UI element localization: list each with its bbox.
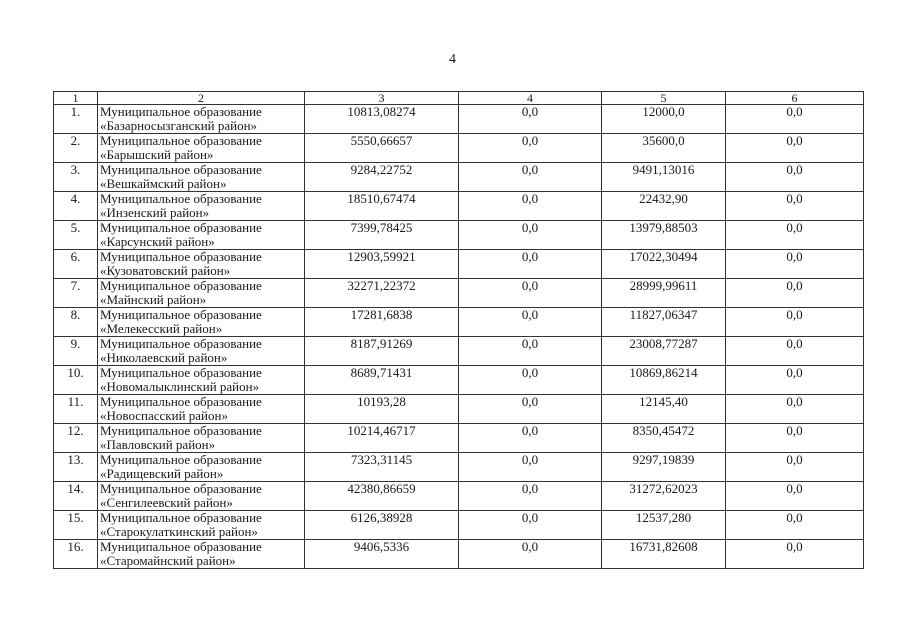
column-4-value: 0,0	[459, 366, 602, 395]
column-4-value: 0,0	[459, 337, 602, 366]
column-3-value: 7323,31145	[305, 453, 459, 482]
column-5-value: 8350,45472	[602, 424, 726, 453]
column-5-value: 16731,82608	[602, 540, 726, 569]
column-5-value: 9491,13016	[602, 163, 726, 192]
municipality-name	[98, 163, 305, 192]
municipality-type: Муниципальное образование	[100, 394, 262, 409]
municipality-type: Муниципальное образование	[100, 336, 262, 351]
row-number: 9.	[54, 337, 98, 366]
column-5-value: 23008,77287	[602, 337, 726, 366]
column-5-value: 9297,19839	[602, 453, 726, 482]
municipality-title: «Барышский район»	[100, 147, 214, 162]
municipality-title: «Базарносызганский район»	[100, 118, 258, 133]
table-row	[54, 482, 864, 511]
row-number: 13.	[54, 453, 98, 482]
column-4-value: 0,0	[459, 134, 602, 163]
table-row	[54, 134, 864, 163]
column-6-value: 0,0	[726, 105, 864, 134]
table-row	[54, 192, 864, 221]
municipality-type: Муниципальное образование	[100, 307, 262, 322]
column-5-value: 31272,62023	[602, 482, 726, 511]
column-4-value: 0,0	[459, 453, 602, 482]
column-6-value: 0,0	[726, 308, 864, 337]
municipality-type: Муниципальное образование	[100, 162, 262, 177]
column-6-value: 0,0	[726, 163, 864, 192]
column-5-value: 12537,280	[602, 511, 726, 540]
column-3-value: 10214,46717	[305, 424, 459, 453]
column-5-value: 13979,88503	[602, 221, 726, 250]
municipality-title: «Карсунский район»	[100, 234, 215, 249]
municipality-name	[98, 308, 305, 337]
column-header: 6	[726, 92, 864, 105]
page-number: 4	[449, 52, 456, 67]
municipality-type: Муниципальное образование	[100, 278, 262, 293]
municipality-title: «Старомайнский район»	[100, 553, 236, 568]
municipality-name	[98, 337, 305, 366]
row-number: 10.	[54, 366, 98, 395]
column-5-value: 28999,99611	[602, 279, 726, 308]
column-4-value: 0,0	[459, 395, 602, 424]
municipality-type: Муниципальное образование	[100, 220, 262, 235]
municipality-title: «Кузоватовский район»	[100, 263, 231, 278]
table-row	[54, 453, 864, 482]
row-number: 11.	[54, 395, 98, 424]
column-5-value: 10869,86214	[602, 366, 726, 395]
municipality-title: «Старокулаткинский район»	[100, 524, 258, 539]
row-number: 6.	[54, 250, 98, 279]
municipality-name	[98, 250, 305, 279]
municipality-name	[98, 395, 305, 424]
municipality-name	[98, 424, 305, 453]
table-row	[54, 366, 864, 395]
table-row	[54, 221, 864, 250]
column-5-value: 11827,06347	[602, 308, 726, 337]
municipality-type: Муниципальное образование	[100, 191, 262, 206]
municipality-title: «Мелекесский район»	[100, 321, 223, 336]
row-number: 7.	[54, 279, 98, 308]
column-6-value: 0,0	[726, 279, 864, 308]
row-number: 3.	[54, 163, 98, 192]
column-4-value: 0,0	[459, 540, 602, 569]
column-5-value: 12000,0	[602, 105, 726, 134]
row-number: 5.	[54, 221, 98, 250]
municipality-title: «Новомалыклинский район»	[100, 379, 260, 394]
municipality-title: «Майнский район»	[100, 292, 207, 307]
column-4-value: 0,0	[459, 308, 602, 337]
municipality-type: Муниципальное образование	[100, 452, 262, 467]
municipality-type: Муниципальное образование	[100, 249, 262, 264]
column-4-value: 0,0	[459, 250, 602, 279]
municipality-type: Муниципальное образование	[100, 365, 262, 380]
table-row	[54, 250, 864, 279]
municipality-type: Муниципальное образование	[100, 133, 262, 148]
column-6-value: 0,0	[726, 540, 864, 569]
column-header: 4	[459, 92, 602, 105]
table-row	[54, 511, 864, 540]
column-6-value: 0,0	[726, 221, 864, 250]
municipality-title: «Николаевский район»	[100, 350, 228, 365]
column-3-value: 5550,66657	[305, 134, 459, 163]
column-3-value: 17281,6838	[305, 308, 459, 337]
municipality-type: Муниципальное образование	[100, 423, 262, 438]
municipality-name	[98, 105, 305, 134]
row-number: 16.	[54, 540, 98, 569]
column-6-value: 0,0	[726, 424, 864, 453]
column-3-value: 32271,22372	[305, 279, 459, 308]
column-4-value: 0,0	[459, 105, 602, 134]
column-4-value: 0,0	[459, 221, 602, 250]
column-3-value: 7399,78425	[305, 221, 459, 250]
column-3-value: 8187,91269	[305, 337, 459, 366]
table-row	[54, 424, 864, 453]
row-number: 4.	[54, 192, 98, 221]
municipality-title: «Радищевский район»	[100, 466, 224, 481]
municipality-title: «Вешкаймский район»	[100, 176, 227, 191]
column-6-value: 0,0	[726, 366, 864, 395]
column-header: 3	[305, 92, 459, 105]
table-row	[54, 163, 864, 192]
table-row	[54, 308, 864, 337]
column-6-value: 0,0	[726, 482, 864, 511]
municipality-name	[98, 540, 305, 569]
column-6-value: 0,0	[726, 395, 864, 424]
data-table	[53, 91, 864, 569]
row-number: 8.	[54, 308, 98, 337]
column-header: 1	[54, 92, 98, 105]
column-6-value: 0,0	[726, 453, 864, 482]
column-5-value: 12145,40	[602, 395, 726, 424]
column-3-value: 12903,59921	[305, 250, 459, 279]
column-6-value: 0,0	[726, 511, 864, 540]
column-header: 5	[602, 92, 726, 105]
municipality-name	[98, 192, 305, 221]
row-number: 1.	[54, 105, 98, 134]
column-4-value: 0,0	[459, 279, 602, 308]
table-row	[54, 279, 864, 308]
municipality-title: «Новоспасский район»	[100, 408, 228, 423]
column-6-value: 0,0	[726, 337, 864, 366]
municipality-name	[98, 279, 305, 308]
column-5-value: 22432,90	[602, 192, 726, 221]
municipality-type: Муниципальное образование	[100, 104, 262, 119]
table-row	[54, 105, 864, 134]
column-5-value: 35600,0	[602, 134, 726, 163]
municipality-name	[98, 221, 305, 250]
row-number: 12.	[54, 424, 98, 453]
column-4-value: 0,0	[459, 163, 602, 192]
table-row	[54, 540, 864, 569]
column-6-value: 0,0	[726, 250, 864, 279]
column-3-value: 42380,86659	[305, 482, 459, 511]
column-3-value: 8689,71431	[305, 366, 459, 395]
municipality-type: Муниципальное образование	[100, 510, 262, 525]
municipality-name	[98, 366, 305, 395]
column-3-value: 6126,38928	[305, 511, 459, 540]
row-number: 15.	[54, 511, 98, 540]
column-3-value: 10193,28	[305, 395, 459, 424]
municipality-title: «Инзенский район»	[100, 205, 210, 220]
municipality-name	[98, 453, 305, 482]
column-header: 2	[98, 92, 305, 105]
table-header-row	[54, 92, 864, 105]
municipality-title: «Павловский район»	[100, 437, 216, 452]
column-3-value: 18510,67474	[305, 192, 459, 221]
row-number: 14.	[54, 482, 98, 511]
municipality-name	[98, 511, 305, 540]
municipality-name	[98, 134, 305, 163]
column-3-value: 9406,5336	[305, 540, 459, 569]
column-4-value: 0,0	[459, 192, 602, 221]
municipality-type: Муниципальное образование	[100, 481, 262, 496]
municipality-name	[98, 482, 305, 511]
table-row	[54, 337, 864, 366]
column-5-value: 17022,30494	[602, 250, 726, 279]
municipality-type: Муниципальное образование	[100, 539, 262, 554]
column-6-value: 0,0	[726, 134, 864, 163]
municipality-title: «Сенгилеевский район»	[100, 495, 233, 510]
column-4-value: 0,0	[459, 424, 602, 453]
column-3-value: 9284,22752	[305, 163, 459, 192]
table-row	[54, 395, 864, 424]
column-6-value: 0,0	[726, 192, 864, 221]
column-3-value: 10813,08274	[305, 105, 459, 134]
row-number: 2.	[54, 134, 98, 163]
column-4-value: 0,0	[459, 511, 602, 540]
column-4-value: 0,0	[459, 482, 602, 511]
